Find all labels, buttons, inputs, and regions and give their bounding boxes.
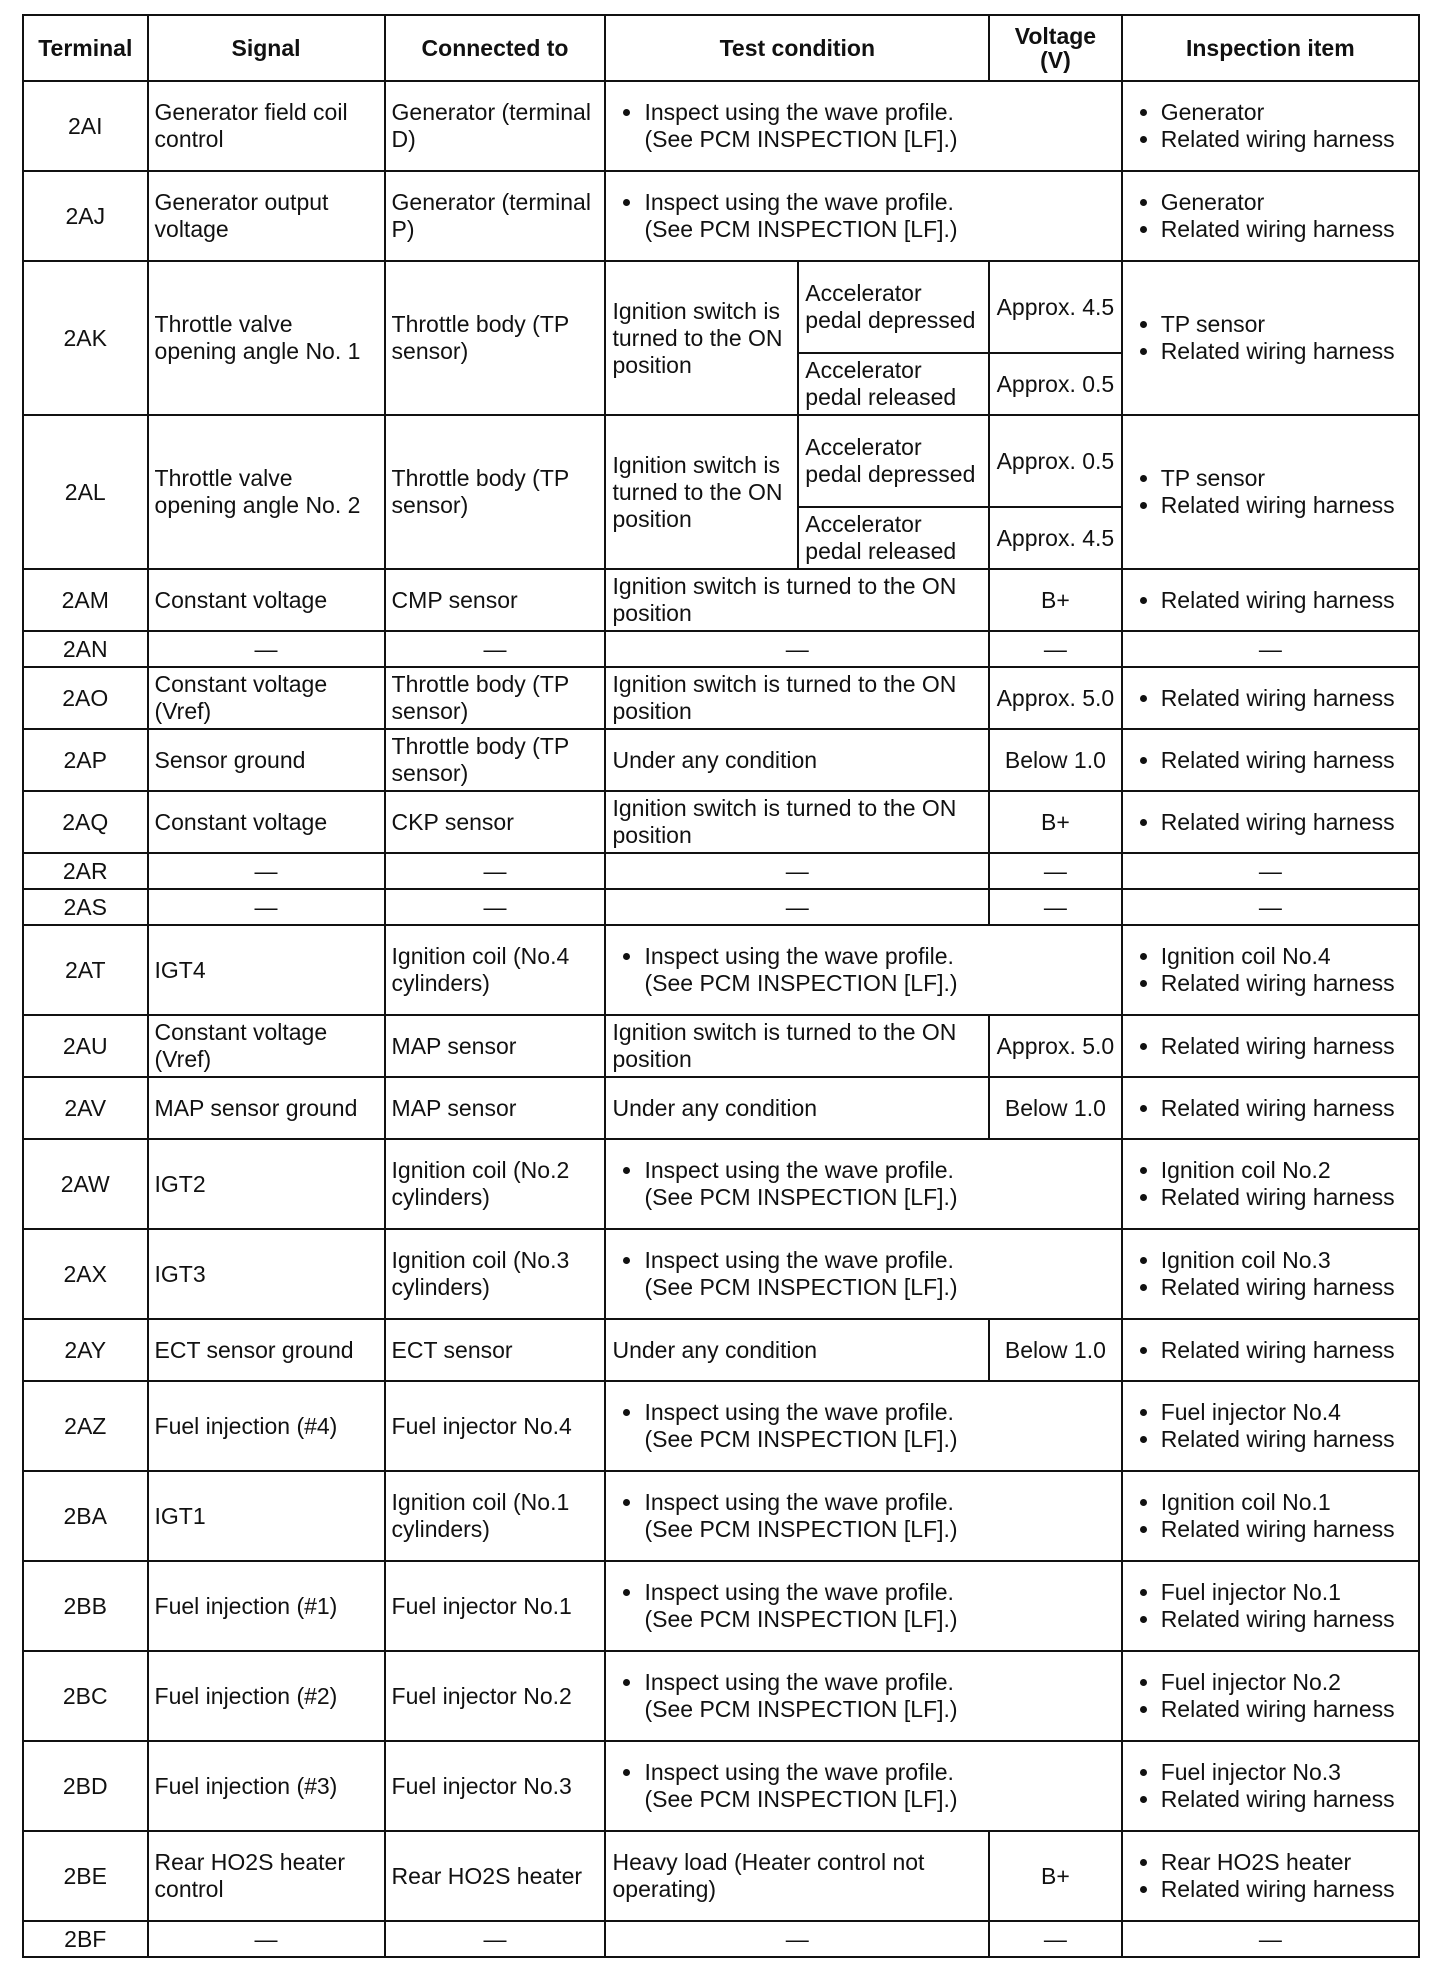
signal-cell: IGT2 — [148, 1139, 385, 1229]
table-row — [23, 1561, 1419, 1651]
connected-cell: Fuel injector No.1 — [385, 1561, 606, 1651]
terminal-cell: 2AI — [23, 81, 148, 171]
signal-cell: Throttle valve opening angle No. 1 — [148, 261, 385, 415]
wave-note: • Inspect using the wave profile. (See PCM INSPECTION [LF].) — [644, 1579, 1114, 1633]
terminal-cell: 2AV — [23, 1077, 148, 1139]
test-condition-cell — [605, 1651, 1121, 1741]
empty-dash-cell: — — [989, 1921, 1122, 1957]
inspection-item: • Fuel injector No.3 — [1161, 1759, 1412, 1786]
test-condition-cell — [605, 925, 1121, 1015]
inspection-cell — [1122, 1319, 1419, 1381]
connected-cell: MAP sensor — [385, 1077, 606, 1139]
table-row — [23, 1319, 1419, 1381]
table-row — [23, 667, 1419, 729]
terminal-cell: 2AR — [23, 853, 148, 889]
signal-cell: Generator field coil control — [148, 81, 385, 171]
empty-dash-cell: — — [989, 853, 1122, 889]
inspection-item: • Related wiring harness — [1161, 747, 1412, 774]
connected-cell: Fuel injector No.3 — [385, 1741, 606, 1831]
header-voltage: Voltage (V) — [989, 15, 1122, 81]
terminal-cell: 2AP — [23, 729, 148, 791]
table-row — [23, 569, 1419, 631]
wave-note: • Inspect using the wave profile. (See PCM INSPECTION [LF].) — [644, 99, 1114, 153]
signal-cell: Constant voltage (Vref) — [148, 667, 385, 729]
inspection-item: • Ignition coil No.3 — [1161, 1247, 1412, 1274]
inspection-item: • Related wiring harness — [1161, 809, 1412, 836]
voltage-cell: Approx. 5.0 — [989, 667, 1122, 729]
inspection-item: • Ignition coil No.4 — [1161, 943, 1412, 970]
voltage-cell: Approx. 5.0 — [989, 1015, 1122, 1077]
table-row — [23, 791, 1419, 853]
table-row — [23, 889, 1419, 925]
inspection-item: • Ignition coil No.2 — [1161, 1157, 1412, 1184]
empty-dash-cell: — — [1122, 1921, 1419, 1957]
connected-cell: Generator (terminal D) — [385, 81, 606, 171]
inspection-item: • Fuel injector No.2 — [1161, 1669, 1412, 1696]
inspection-cell — [1122, 667, 1419, 729]
inspection-cell — [1122, 1381, 1419, 1471]
test-condition-cell: Ignition switch is turned to the ON position — [605, 261, 798, 415]
connected-cell: Fuel injector No.2 — [385, 1651, 606, 1741]
connected-cell: Ignition coil (No.3 cylinders) — [385, 1229, 606, 1319]
inspection-cell — [1122, 1229, 1419, 1319]
voltage-cell: Below 1.0 — [989, 1077, 1122, 1139]
terminal-table-wrapper — [22, 14, 1420, 1958]
signal-cell: IGT4 — [148, 925, 385, 1015]
connected-cell: MAP sensor — [385, 1015, 606, 1077]
table-row — [23, 853, 1419, 889]
table-row — [23, 1921, 1419, 1957]
sub-condition-cell: Accelerator pedal depressed — [798, 415, 989, 507]
signal-cell: Constant voltage — [148, 569, 385, 631]
empty-dash-cell: — — [148, 631, 385, 667]
connected-cell: Ignition coil (No.2 cylinders) — [385, 1139, 606, 1229]
inspection-item: • Related wiring harness — [1161, 338, 1412, 365]
voltage-cell: B+ — [989, 1831, 1122, 1921]
inspection-cell — [1122, 81, 1419, 171]
inspection-item: • Rear HO2S heater — [1161, 1849, 1412, 1876]
test-condition-cell — [605, 1229, 1121, 1319]
test-condition-cell — [605, 81, 1121, 171]
wave-note: • Inspect using the wave profile. (See PCM INSPECTION [LF].) — [644, 1399, 1114, 1453]
wave-note: • Inspect using the wave profile. (See PCM INSPECTION [LF].) — [644, 1759, 1114, 1813]
voltage-cell: Approx. 0.5 — [989, 353, 1122, 415]
test-condition-cell — [605, 1561, 1121, 1651]
table-row — [23, 1381, 1419, 1471]
empty-dash-cell: — — [385, 1921, 606, 1957]
inspection-cell — [1122, 261, 1419, 415]
inspection-item: • Related wiring harness — [1161, 1606, 1412, 1633]
signal-cell: ECT sensor ground — [148, 1319, 385, 1381]
inspection-item: • Related wiring harness — [1161, 1095, 1412, 1122]
terminal-cell: 2AT — [23, 925, 148, 1015]
test-condition-cell: Under any condition — [605, 1077, 989, 1139]
inspection-cell — [1122, 1651, 1419, 1741]
signal-cell: IGT3 — [148, 1229, 385, 1319]
inspection-cell — [1122, 1741, 1419, 1831]
table-row — [23, 81, 1419, 171]
test-condition-cell — [605, 1741, 1121, 1831]
inspection-item: • Ignition coil No.1 — [1161, 1489, 1412, 1516]
inspection-cell — [1122, 1561, 1419, 1651]
wave-note: • Inspect using the wave profile. (See PCM INSPECTION [LF].) — [644, 1489, 1114, 1543]
inspection-item: • Related wiring harness — [1161, 1337, 1412, 1364]
table-row — [23, 1471, 1419, 1561]
connected-cell: Throttle body (TP sensor) — [385, 667, 606, 729]
wave-note: • Inspect using the wave profile. (See PCM INSPECTION [LF].) — [644, 943, 1114, 997]
inspection-cell — [1122, 569, 1419, 631]
terminal-cell: 2AX — [23, 1229, 148, 1319]
signal-cell: Fuel injection (#2) — [148, 1651, 385, 1741]
empty-dash-cell: — — [605, 889, 989, 925]
wave-note: • Inspect using the wave profile. (See PCM INSPECTION [LF].) — [644, 1157, 1114, 1211]
terminal-cell: 2AQ — [23, 791, 148, 853]
table-row — [23, 1015, 1419, 1077]
table-row — [23, 1651, 1419, 1741]
test-condition-cell: Ignition switch is turned to the ON position — [605, 415, 798, 569]
inspection-item: • Generator — [1161, 189, 1412, 216]
header-signal: Signal — [148, 15, 385, 81]
inspection-item: • Related wiring harness — [1161, 685, 1412, 712]
header-test-condition: Test condition — [605, 15, 989, 81]
header-connected-to: Connected to — [385, 15, 606, 81]
table-row — [23, 925, 1419, 1015]
inspection-item: • TP sensor — [1161, 311, 1412, 338]
connected-cell: Rear HO2S heater — [385, 1831, 606, 1921]
empty-dash-cell: — — [989, 889, 1122, 925]
terminal-cell: 2AO — [23, 667, 148, 729]
test-condition-cell — [605, 171, 1121, 261]
terminal-cell: 2AW — [23, 1139, 148, 1229]
connected-cell: Ignition coil (No.1 cylinders) — [385, 1471, 606, 1561]
test-condition-cell: Ignition switch is turned to the ON position — [605, 569, 989, 631]
inspection-cell — [1122, 925, 1419, 1015]
inspection-item: • Related wiring harness — [1161, 1876, 1412, 1903]
voltage-cell: Approx. 0.5 — [989, 415, 1122, 507]
connected-cell: Generator (terminal P) — [385, 171, 606, 261]
wave-note: • Inspect using the wave profile. (See PCM INSPECTION [LF].) — [644, 189, 1114, 243]
table-header-row — [23, 15, 1419, 81]
inspection-cell — [1122, 1077, 1419, 1139]
terminal-cell: 2AM — [23, 569, 148, 631]
sub-condition-cell: Accelerator pedal released — [798, 353, 989, 415]
signal-cell: Throttle valve opening angle No. 2 — [148, 415, 385, 569]
table-row — [23, 171, 1419, 261]
inspection-item: • Fuel injector No.4 — [1161, 1399, 1412, 1426]
empty-dash-cell: — — [605, 631, 989, 667]
signal-cell: Fuel injection (#4) — [148, 1381, 385, 1471]
signal-cell: Fuel injection (#3) — [148, 1741, 385, 1831]
inspection-item: • Related wiring harness — [1161, 1696, 1412, 1723]
terminal-cell: 2AL — [23, 415, 148, 569]
inspection-item: • Related wiring harness — [1161, 1274, 1412, 1301]
inspection-item: • Related wiring harness — [1161, 1426, 1412, 1453]
inspection-cell — [1122, 729, 1419, 791]
terminal-cell: 2BF — [23, 1921, 148, 1957]
connected-cell: ECT sensor — [385, 1319, 606, 1381]
empty-dash-cell: — — [605, 1921, 989, 1957]
connected-cell: CMP sensor — [385, 569, 606, 631]
voltage-cell: Below 1.0 — [989, 729, 1122, 791]
signal-cell: IGT1 — [148, 1471, 385, 1561]
terminal-cell: 2BB — [23, 1561, 148, 1651]
empty-dash-cell: — — [385, 853, 606, 889]
empty-dash-cell: — — [989, 631, 1122, 667]
signal-cell: Constant voltage (Vref) — [148, 1015, 385, 1077]
terminal-cell: 2AN — [23, 631, 148, 667]
table-row — [23, 729, 1419, 791]
table-row — [23, 1831, 1419, 1921]
signal-cell: Rear HO2S heater control — [148, 1831, 385, 1921]
inspection-item: • Related wiring harness — [1161, 1786, 1412, 1813]
connected-cell: Throttle body (TP sensor) — [385, 261, 606, 415]
signal-cell: Generator output voltage — [148, 171, 385, 261]
inspection-cell — [1122, 791, 1419, 853]
inspection-item: • TP sensor — [1161, 465, 1412, 492]
inspection-item: • Fuel injector No.1 — [1161, 1579, 1412, 1606]
inspection-item: • Generator — [1161, 99, 1412, 126]
empty-dash-cell: — — [385, 631, 606, 667]
wave-note: • Inspect using the wave profile. (See PCM INSPECTION [LF].) — [644, 1669, 1114, 1723]
sub-condition-cell: Accelerator pedal depressed — [798, 261, 989, 353]
header-terminal: Terminal — [23, 15, 148, 81]
empty-dash-cell: — — [1122, 631, 1419, 667]
table-row — [23, 631, 1419, 667]
inspection-item: • Related wiring harness — [1161, 1516, 1412, 1543]
test-condition-cell — [605, 1471, 1121, 1561]
test-condition-cell: Ignition switch is turned to the ON position — [605, 667, 989, 729]
inspection-item: • Related wiring harness — [1161, 587, 1412, 614]
inspection-cell — [1122, 1015, 1419, 1077]
table-row — [23, 1139, 1419, 1229]
signal-cell: Sensor ground — [148, 729, 385, 791]
wave-note: • Inspect using the wave profile. (See PCM INSPECTION [LF].) — [644, 1247, 1114, 1301]
connected-cell: Fuel injector No.4 — [385, 1381, 606, 1471]
sub-condition-cell: Accelerator pedal released — [798, 507, 989, 569]
terminal-cell: 2BC — [23, 1651, 148, 1741]
inspection-item: • Related wiring harness — [1161, 216, 1412, 243]
empty-dash-cell: — — [1122, 853, 1419, 889]
terminal-cell: 2AS — [23, 889, 148, 925]
signal-cell: MAP sensor ground — [148, 1077, 385, 1139]
header-inspection-item: Inspection item — [1122, 15, 1419, 81]
terminal-cell: 2AK — [23, 261, 148, 415]
connected-cell: Throttle body (TP sensor) — [385, 415, 606, 569]
voltage-cell: Approx. 4.5 — [989, 261, 1122, 353]
table-row — [23, 1229, 1419, 1319]
test-condition-cell: Heavy load (Heater control not operating) — [605, 1831, 989, 1921]
terminal-cell: 2AY — [23, 1319, 148, 1381]
test-condition-cell: Ignition switch is turned to the ON position — [605, 791, 989, 853]
test-condition-cell: Ignition switch is turned to the ON position — [605, 1015, 989, 1077]
pcm-terminal-table — [22, 14, 1420, 1958]
voltage-cell: B+ — [989, 791, 1122, 853]
voltage-cell: Below 1.0 — [989, 1319, 1122, 1381]
table-row — [23, 1077, 1419, 1139]
terminal-cell: 2BA — [23, 1471, 148, 1561]
terminal-cell: 2BE — [23, 1831, 148, 1921]
test-condition-cell — [605, 1381, 1121, 1471]
inspection-item: • Related wiring harness — [1161, 1184, 1412, 1211]
inspection-item: • Related wiring harness — [1161, 126, 1412, 153]
inspection-item: • Related wiring harness — [1161, 492, 1412, 519]
inspection-cell — [1122, 1139, 1419, 1229]
empty-dash-cell: — — [148, 853, 385, 889]
connected-cell: CKP sensor — [385, 791, 606, 853]
empty-dash-cell: — — [605, 853, 989, 889]
table-row — [23, 261, 1419, 353]
empty-dash-cell: — — [1122, 889, 1419, 925]
connected-cell: Ignition coil (No.4 cylinders) — [385, 925, 606, 1015]
table-row — [23, 1741, 1419, 1831]
connected-cell: Throttle body (TP sensor) — [385, 729, 606, 791]
inspection-cell — [1122, 1471, 1419, 1561]
inspection-cell — [1122, 1831, 1419, 1921]
inspection-cell — [1122, 415, 1419, 569]
test-condition-cell: Under any condition — [605, 1319, 989, 1381]
signal-cell: Constant voltage — [148, 791, 385, 853]
inspection-item: • Related wiring harness — [1161, 970, 1412, 997]
terminal-cell: 2AZ — [23, 1381, 148, 1471]
signal-cell: Fuel injection (#1) — [148, 1561, 385, 1651]
voltage-cell: Approx. 4.5 — [989, 507, 1122, 569]
inspection-item: • Related wiring harness — [1161, 1033, 1412, 1060]
voltage-cell: B+ — [989, 569, 1122, 631]
empty-dash-cell: — — [385, 889, 606, 925]
empty-dash-cell: — — [148, 1921, 385, 1957]
test-condition-cell — [605, 1139, 1121, 1229]
terminal-cell: 2BD — [23, 1741, 148, 1831]
empty-dash-cell: — — [148, 889, 385, 925]
terminal-cell: 2AJ — [23, 171, 148, 261]
inspection-cell — [1122, 171, 1419, 261]
table-row — [23, 415, 1419, 507]
test-condition-cell: Under any condition — [605, 729, 989, 791]
terminal-cell: 2AU — [23, 1015, 148, 1077]
